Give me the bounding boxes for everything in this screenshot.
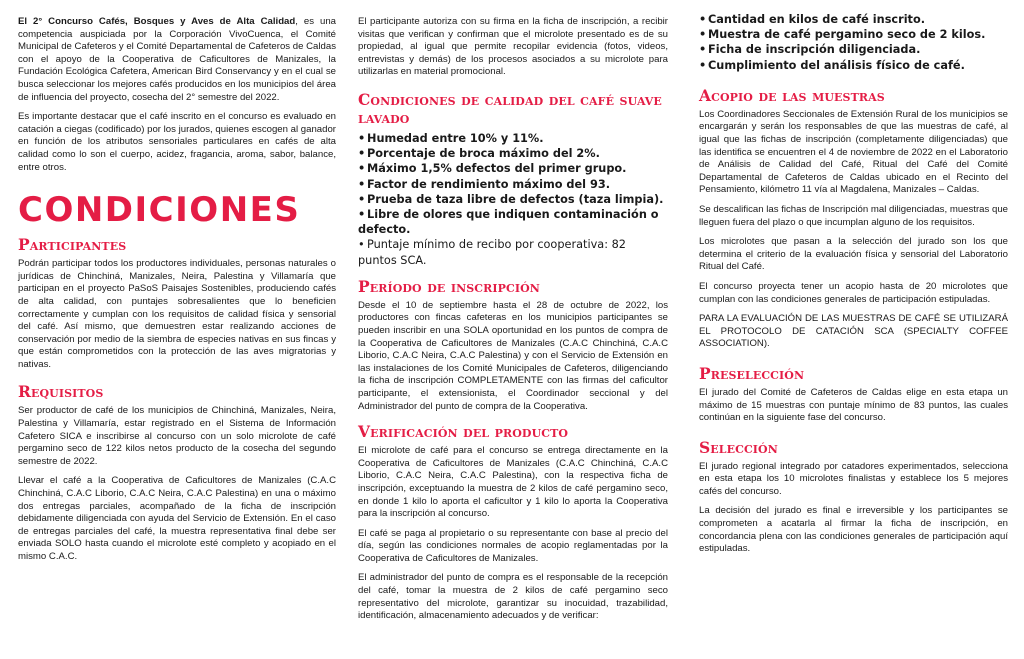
seleccion-text-1: El jurado regional integrado por catadores experimentados, selecciona en esta etapa los 10 microlotes finalistas y establece los 5 mejores cafés del concurso. [699, 460, 1008, 497]
verificacion-text-1: El microlote de café para el concurso se entrega directamente en la Cooperativa de Caficultores de Manizales (C.A.C Chinchiná, C.A.C Liborio, C.A.C Neira, C.A.C Palestina), con la respectiva ficha de inscripción, exceptuando la muestra de 2 kilos de café pergamino seco, en donde 1 kilo lo aporta el caficultor y 1 kilo lo aporta la Cooperativa para la inscripción al concurso. [358, 445, 668, 520]
bullet-icon: • [699, 43, 707, 57]
intro-paragraph-2: Es importante destacar que el café inscrito en el concurso es evaluado en catación a ciegas (codificado) por los jurados, quienes escogen al ganador en función de los atributos sensoriales particulares en cafés de alta calidad como lo son el cuerpo, acidez, fragancia, aroma, sabor, balance, entre otros. [18, 111, 336, 173]
seleccion-heading: Selección [699, 437, 778, 457]
list-item: • Muestra de café pergamino seco de 2 kilos. [699, 28, 986, 42]
column-3 [699, 13, 1008, 563]
participantes-heading: Participantes [18, 235, 127, 255]
list-item: • Humedad entre 10% y 11%. [358, 131, 544, 145]
bullet-icon: • [358, 238, 365, 252]
requisitos-text-1: Ser productor de café de los municipios de Chinchiná, Manizales, Neira, Palestina y Villamaría, estar registrado en el Sistema de Información Cafetero SICA e inscribirse al concurso con un solo microlote de café pergamino seco de 122 kilos netos producto de la cosecha del segundo semestre de 2022. [18, 405, 336, 467]
calidad-heading: Condiciones de calidad del café suave lavado [358, 89, 662, 127]
requisitos-heading: Requisitos [18, 382, 104, 402]
list-item: • Cantidad en kilos de café inscrito. [699, 13, 926, 26]
bullet-icon: • [358, 177, 366, 191]
acopio-text-3: Los microlotes que pasan a la selección del jurado son los que determina el criterio de la evaluación física y sensorial del Laboratorio Ritual del Café. [699, 236, 1008, 273]
preseleccion-text: El jurado del Comité de Cafeteros de Caldas elige en esta etapa un máximo de 15 muestras con puntaje mínimo de 83 puntos, las cuales continúan en la siguiente fase del concurso. [699, 386, 1008, 424]
list-item: • Factor de rendimiento máximo del 93. [358, 177, 610, 191]
calidad-list [358, 131, 668, 268]
verify-list [699, 12, 1008, 73]
list-item: • Máximo 1,5% defectos del primer grupo. [358, 162, 627, 176]
verificacion-text-3: El administrador del punto de compra es el responsable de la recepción del café, tomar la muestra de 2 kilos de café pergamino seco representativo del microlote, garantizar su inocuidad, trazabilidad, identificación, almacenamiento adecuados y de verificar: [358, 572, 668, 622]
acopio-text-5: PARA LA EVALUACIÓN DE LAS MUESTRAS DE CAFÉ SE UTILIZARÁ EL PROTOCOLO DE CATACIÓN SCA (SPECIALTY COFFEE ASSOCIATION). [699, 313, 1008, 350]
verificacion-heading: Verificación del producto [358, 422, 569, 442]
participantes-text: Podrán participar todos los productores individuales, personas naturales o jurídicas de Chinchiná, Manizales, Neira, Palestina y Villamaría que participan en el proyecto PaSoS Paisajes Sostenibles, produciendo cafés de alta calidad, con puntajes sobresalientes que lo beneficien correctamente y cumplan con los requisitos de calidad física y sensorial del café. Así mismo, que demuestren estar realizando acciones de conservación por medio de la siembra de especies nativas en sus fincas y que están comprometidos con la protección de las aves migratorias y nativas. [18, 258, 336, 370]
acopio-text-4: El concurso proyecta tener un acopio hasta de 20 microlotes que cumplan con las condiciones generales de participación estipuladas. [699, 280, 1008, 305]
periodo-heading: Período de inscripción [358, 276, 540, 296]
acopio-text-1: Los Coordinadores Seccionales de Extensión Rural de los municipios se encargarán y serán los responsables de que las muestras de café, al igual que las fichas de inscripción (completamente diligenciadas) que las identifica se encuentren el 4 de noviembre de 2022 en el Laboratorio de Análisis de Calidad del Café, Ritual del Café del Comité Departamental de Cafeteros de Caldas ubicado en el Recinto del Pensamiento, kilómetro 11 vía al Magdalena, Manizales – Caldas. [699, 108, 1008, 196]
bullet-icon: • [358, 162, 366, 176]
intro-paragraph-1-text: , es una competencia auspiciada por la Corporación VivoCuenca, el Comité Municipal de Cafeteros y el Comité Departamental de Cafeteros de Caldas con el apoyo de la Cooperativa de Caficultores de Manizales, la Fundación Ecológica Cafetera, American Bird Conservancy y en el cual se busca seleccionar los mejores cafés producidos en los municipios del área de influencia del proyecto, cosecha del 2° semestre del 2022. [18, 16, 336, 103]
intro-paragraph-1 [18, 16, 336, 104]
acopio-heading: Acopio de las muestras [699, 85, 885, 105]
acopio-text-2: Se descalifican las fichas de Inscripción mal diligenciadas, muestras que lleguen fuera del plazo o que incumplan alguno de los requisitos. [699, 203, 1008, 228]
bullet-icon: • [358, 207, 366, 221]
intro-contest-name: El 2° Concurso Cafés, Bosques y Aves de Alta Calidad [18, 16, 296, 27]
list-item: • Puntaje mínimo de recibo por cooperativa: 82 puntos SCA. [358, 238, 626, 267]
bullet-icon: • [699, 58, 707, 72]
list-item: • Ficha de inscripción diligenciada. [699, 43, 921, 57]
bullet-icon: • [358, 192, 366, 206]
list-item: • Porcentaje de broca máximo del 2%. [358, 147, 600, 161]
requisitos-text-2: Llevar el café a la Cooperativa de Caficultores de Manizales (C.A.C Chinchiná, C.A.C Liborio, C.A.C Neira, C.A.C Palestina) en una o máximo dos entregas parciales, acompañado de la ficha de inscripción debidamente diligenciada con ayuda del Servicio de Extensión. En el caso de entregas parciales del café, la muestra representativa final debe ser enviada SOLO hasta cuando el microlote esté completo y acopiado en el mismo C.A.C. [18, 475, 336, 562]
bullet-icon: • [358, 131, 366, 145]
bullet-icon: • [699, 13, 707, 26]
periodo-text: Desde el 10 de septiembre hasta el 28 de octubre de 2022, los productores con fincas cafeteras en los municipios participantes se pueden inscribir en una SOLA oportunidad en los puntos de compra de la Cooperativa de Caficultores de Manizales (C.A.C Chinchiná, C.A.C Liborio, C.A.C Neira, C.A.C Palestina) y con el Servicio de Extensión en las instalaciones de los Comité Municipales de Cafeteros, diligenciando la ficha de inscripción COMPLETAMENTE con las firmas del caficultor participante, el extensionista, el Coordinador seccional y del Administrador del punto de compra de la Cooperativa. [358, 299, 668, 412]
column-1 [18, 16, 336, 571]
preseleccion-heading: Preselección [699, 363, 805, 383]
bullet-icon: • [358, 147, 366, 161]
bullet-icon: • [699, 28, 707, 42]
seleccion-text-2: La decisión del jurado es final e irreversible y los participantes se comprometen a acatarla al firmar la ficha de inscripción, en concordancia plena con las condiciones generales de participación aquí estipuladas. [699, 505, 1008, 555]
list-item: • Libre de olores que indiquen contaminación o defecto. [358, 207, 659, 237]
verificacion-text-2: El café se paga al propietario o su representante con base al precio del día, según las condiciones normales de acopio reglamentadas por la Cooperativa de Caficultores de Manizales. [358, 527, 668, 564]
list-item: • Cumplimiento del análisis físico de café. [699, 58, 965, 72]
list-item: • Prueba de taza libre de defectos (taza limpia). [358, 192, 664, 206]
authorization-text: El participante autoriza con su firma en la ficha de inscripción, a recibir visitas que verifican y confirman que el microlote presentado es de su propiedad, al igual que permite recopilar evidencia (fotos, videos, entrevistas y demás) de los procesos asociados a su microlote para utilizarlas en material promocional. [358, 16, 668, 78]
conditions-title: CONDICIONES [18, 190, 301, 231]
column-2 [358, 16, 668, 630]
